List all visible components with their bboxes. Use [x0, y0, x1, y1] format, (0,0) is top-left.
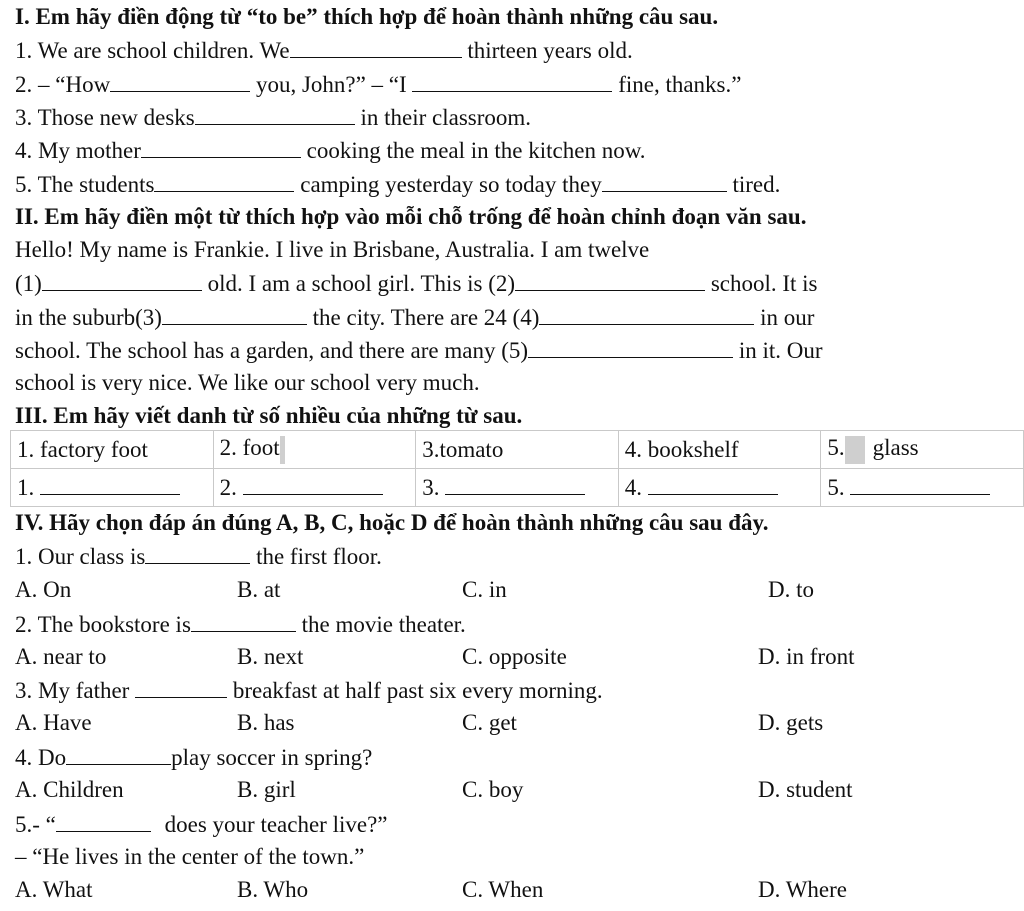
answer-blank[interactable]	[648, 474, 778, 495]
option-a[interactable]: A. near to	[15, 644, 107, 669]
s4-question-1: 1. Our class is the first floor.	[15, 544, 382, 569]
answer-blank[interactable]	[850, 474, 990, 495]
s4-question-5-answer: – “He lives in the center of the town.”	[15, 844, 365, 869]
answer-blank[interactable]	[145, 543, 250, 564]
answer-blank[interactable]	[195, 104, 355, 125]
section-2-heading: II. Em hãy điền một từ thích hợp vào mỗi chỗ trống để hoàn chỉnh đoạn văn sau.	[15, 204, 807, 229]
option-c[interactable]: C. boy	[462, 777, 524, 802]
s1-question-5: 5. The students camping yesterday so today they tired.	[15, 172, 781, 197]
option-a[interactable]: A. What	[15, 877, 93, 902]
option-d[interactable]: D. gets	[758, 710, 824, 735]
answer-blank[interactable]	[154, 171, 294, 192]
s4-question-3: 3. My father breakfast at half past six every morning.	[15, 678, 603, 703]
answer-cell[interactable]: 3.	[416, 469, 619, 507]
word-cell: 4. bookshelf	[618, 431, 821, 469]
section-1-heading: I. Em hãy điền động từ “to be” thích hợp để hoàn thành những câu sau.	[15, 4, 719, 29]
table-row	[11, 431, 1024, 469]
answer-cell[interactable]: 5.	[821, 469, 1024, 507]
option-b[interactable]: B. has	[237, 710, 295, 735]
answer-blank[interactable]	[40, 474, 180, 495]
s1-question-4: 4. My mother cooking the meal in the kitchen now.	[15, 138, 646, 163]
s4-question-5: 5.- “ does your teacher live?”	[15, 812, 388, 837]
answer-blank[interactable]	[110, 71, 250, 92]
s1-question-1: 1. We are school children. We thirteen years old.	[15, 38, 633, 63]
option-a[interactable]: A. Children	[15, 777, 124, 802]
word-cell: 2. foot	[213, 431, 416, 469]
answer-blank[interactable]	[42, 270, 202, 291]
option-c[interactable]: C. opposite	[462, 644, 567, 669]
option-c[interactable]: C. When	[462, 877, 544, 902]
answer-blank[interactable]	[66, 744, 171, 765]
word-cell: 5. glass	[821, 431, 1024, 469]
option-a[interactable]: A. Have	[15, 710, 92, 735]
option-d[interactable]: D. to	[768, 577, 814, 602]
answer-blank[interactable]	[162, 304, 307, 325]
option-b[interactable]: B. girl	[237, 777, 296, 802]
answer-blank[interactable]	[56, 811, 151, 832]
answer-blank[interactable]	[528, 337, 733, 358]
s2-paragraph-line-2: (1) old. I am a school girl. This is (2) school. It is	[15, 271, 818, 296]
answer-cell[interactable]: 4.	[618, 469, 821, 507]
option-c[interactable]: C. get	[462, 710, 517, 735]
option-d[interactable]: D. student	[758, 777, 853, 802]
s4-question-4: 4. Do play soccer in spring?	[15, 745, 373, 770]
table-row	[11, 469, 1024, 507]
answer-blank[interactable]	[412, 71, 612, 92]
answer-cell[interactable]: 2.	[213, 469, 416, 507]
s2-paragraph-line-5: school is very nice. We like our school very much.	[15, 370, 480, 395]
s4-question-2: 2. The bookstore is the movie theater.	[15, 612, 466, 637]
answer-blank[interactable]	[191, 611, 296, 632]
cursor-marker	[280, 436, 285, 464]
word-cell: 3.tomato	[416, 431, 619, 469]
option-a[interactable]: A. On	[15, 577, 72, 602]
s2-paragraph-line-4: school. The school has a garden, and there are many (5) in it. Our	[15, 338, 823, 363]
option-b[interactable]: B. Who	[237, 877, 309, 902]
answer-blank[interactable]	[602, 171, 727, 192]
section-4-heading: IV. Hãy chọn đáp án đúng A, B, C, hoặc D để hoàn thành những câu sau đây.	[15, 510, 769, 535]
plural-nouns-table	[10, 430, 1024, 507]
answer-blank[interactable]	[243, 474, 383, 495]
option-c[interactable]: C. in	[462, 577, 507, 602]
answer-blank[interactable]	[290, 37, 462, 58]
word-cell: 1. factory foot	[11, 431, 214, 469]
answer-blank[interactable]	[141, 137, 301, 158]
option-b[interactable]: B. next	[237, 644, 304, 669]
s2-paragraph-line-3: in the suburb(3) the city. There are 24 (4) in our	[15, 305, 815, 330]
s1-question-3: 3. Those new desks in their classroom.	[15, 105, 532, 130]
answer-blank[interactable]	[445, 474, 585, 495]
answer-cell[interactable]: 1.	[11, 469, 214, 507]
s1-question-2: 2. – “How you, John?” – “I fine, thanks.”	[15, 72, 742, 97]
s2-paragraph-line-1: Hello! My name is Frankie. I live in Brisbane, Australia. I am twelve	[15, 237, 650, 262]
section-3-heading: III. Em hãy viết danh từ số nhiều của những từ sau.	[15, 403, 523, 428]
option-d[interactable]: D. in front	[758, 644, 855, 669]
option-b[interactable]: B. at	[237, 577, 281, 602]
answer-blank[interactable]	[135, 677, 227, 698]
highlight-marker	[845, 436, 865, 464]
answer-blank[interactable]	[515, 270, 705, 291]
answer-blank[interactable]	[539, 304, 754, 325]
option-d[interactable]: D. Where	[758, 877, 847, 902]
